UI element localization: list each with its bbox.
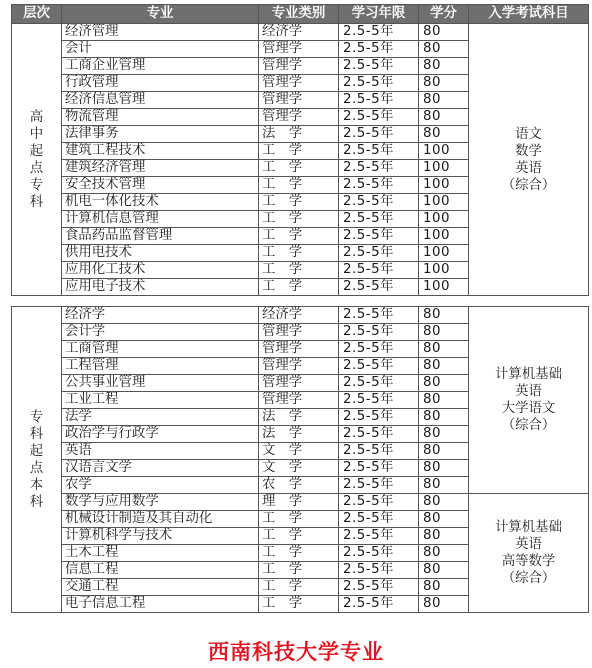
category-cell: 工 学 <box>259 596 339 613</box>
header-category: 专业类别 <box>259 5 339 24</box>
category-cell: 经济学 <box>259 307 339 324</box>
years-cell: 2.5-5年 <box>339 262 419 279</box>
exam-subject: 计算机基础 <box>495 367 562 382</box>
years-cell: 2.5-5年 <box>339 194 419 211</box>
category-cell: 工 学 <box>259 562 339 579</box>
exam-cell-1 <box>469 24 589 296</box>
category-cell: 工 学 <box>259 194 339 211</box>
category-cell: 管理学 <box>259 109 339 126</box>
major-cell: 经济信息管理 <box>62 92 259 109</box>
credits-cell: 80 <box>419 358 469 375</box>
years-cell: 2.5-5年 <box>339 143 419 160</box>
header-exam: 入学考试科目 <box>469 5 589 24</box>
table-row <box>12 494 589 511</box>
exam-subject: （综合） <box>501 177 556 193</box>
credits-cell: 100 <box>419 143 469 160</box>
years-cell: 2.5-5年 <box>339 341 419 358</box>
level-cell-2 <box>12 307 62 613</box>
credits-cell: 80 <box>419 494 469 511</box>
years-cell: 2.5-5年 <box>339 126 419 143</box>
exam-subject: （综合） <box>501 571 556 586</box>
category-cell: 工 学 <box>259 160 339 177</box>
credits-cell: 80 <box>419 579 469 596</box>
category-cell: 管理学 <box>259 392 339 409</box>
years-cell: 2.5-5年 <box>339 596 419 613</box>
exam-cell-2a <box>469 307 589 494</box>
category-cell: 工 学 <box>259 579 339 596</box>
category-cell: 工 学 <box>259 143 339 160</box>
exam-subject: 语文 <box>515 126 542 142</box>
major-cell: 会计 <box>62 41 259 58</box>
category-cell: 管理学 <box>259 92 339 109</box>
major-cell: 建筑经济管理 <box>62 160 259 177</box>
exam-subject: 高等数学 <box>501 554 556 569</box>
major-cell: 应用化工技术 <box>62 262 259 279</box>
years-cell: 2.5-5年 <box>339 443 419 460</box>
level-cell-2-text: 专科起点本科 <box>29 409 44 510</box>
category-cell: 工 学 <box>259 211 339 228</box>
credits-cell: 100 <box>419 211 469 228</box>
years-cell: 2.5-5年 <box>339 477 419 494</box>
category-cell: 工 学 <box>259 545 339 562</box>
credits-cell: 80 <box>419 109 469 126</box>
credits-cell: 100 <box>419 279 469 296</box>
major-cell: 土木工程 <box>62 545 259 562</box>
exam-subject: 英语 <box>515 160 542 176</box>
credits-cell: 80 <box>419 307 469 324</box>
years-cell: 2.5-5年 <box>339 511 419 528</box>
header-years: 学习年限 <box>339 5 419 24</box>
level-cell-1-text: 高中起点专科 <box>29 109 44 210</box>
years-cell: 2.5-5年 <box>339 177 419 194</box>
major-cell: 建筑工程技术 <box>62 143 259 160</box>
category-cell: 工 学 <box>259 511 339 528</box>
credits-cell: 80 <box>419 75 469 92</box>
section-separator <box>12 296 589 307</box>
category-cell: 管理学 <box>259 324 339 341</box>
years-cell: 2.5-5年 <box>339 528 419 545</box>
credits-cell: 80 <box>419 324 469 341</box>
years-cell: 2.5-5年 <box>339 279 419 296</box>
years-cell: 2.5-5年 <box>339 358 419 375</box>
major-cell: 工程管理 <box>62 358 259 375</box>
credits-cell: 80 <box>419 92 469 109</box>
credits-cell: 80 <box>419 460 469 477</box>
credits-cell: 100 <box>419 228 469 245</box>
credits-cell: 80 <box>419 24 469 41</box>
level-cell-1 <box>12 24 62 296</box>
header-level: 层次 <box>12 5 62 24</box>
table-row <box>12 24 589 41</box>
credits-cell: 100 <box>419 177 469 194</box>
category-cell: 工 学 <box>259 177 339 194</box>
category-cell: 工 学 <box>259 528 339 545</box>
category-cell: 工 学 <box>259 262 339 279</box>
category-cell: 工 学 <box>259 279 339 296</box>
category-cell: 法 学 <box>259 126 339 143</box>
major-cell: 信息工程 <box>62 562 259 579</box>
category-cell: 管理学 <box>259 75 339 92</box>
years-cell: 2.5-5年 <box>339 228 419 245</box>
category-cell: 管理学 <box>259 375 339 392</box>
years-cell: 2.5-5年 <box>339 545 419 562</box>
years-cell: 2.5-5年 <box>339 494 419 511</box>
exam-cell-2b <box>469 494 589 613</box>
major-cell: 政治学与行政学 <box>62 426 259 443</box>
years-cell: 2.5-5年 <box>339 324 419 341</box>
credits-cell: 80 <box>419 58 469 75</box>
years-cell: 2.5-5年 <box>339 426 419 443</box>
major-cell: 会计学 <box>62 324 259 341</box>
category-cell: 理 学 <box>259 494 339 511</box>
years-cell: 2.5-5年 <box>339 307 419 324</box>
category-cell: 文 学 <box>259 443 339 460</box>
major-cell: 公共事业管理 <box>62 375 259 392</box>
exam-subject: 计算机基础 <box>495 520 562 535</box>
major-cell: 数学与应用数学 <box>62 494 259 511</box>
years-cell: 2.5-5年 <box>339 41 419 58</box>
credits-cell: 80 <box>419 528 469 545</box>
credits-cell: 80 <box>419 41 469 58</box>
credits-cell: 80 <box>419 126 469 143</box>
category-cell: 工 学 <box>259 228 339 245</box>
major-cell: 法律事务 <box>62 126 259 143</box>
major-cell: 物流管理 <box>62 109 259 126</box>
category-cell: 工 学 <box>259 245 339 262</box>
major-cell: 供用电技术 <box>62 245 259 262</box>
header-major: 专业 <box>62 5 259 24</box>
major-cell: 农学 <box>62 477 259 494</box>
major-cell: 机械设计制造及其自动化 <box>62 511 259 528</box>
major-cell: 工业工程 <box>62 392 259 409</box>
majors-table-container <box>11 4 588 613</box>
table-body <box>12 24 589 613</box>
years-cell: 2.5-5年 <box>339 92 419 109</box>
exam-subject: 数学 <box>515 143 542 159</box>
major-cell: 安全技术管理 <box>62 177 259 194</box>
major-cell: 电子信息工程 <box>62 596 259 613</box>
exam-subject: 大学语文 <box>501 401 556 416</box>
major-cell: 工商管理 <box>62 341 259 358</box>
credits-cell: 80 <box>419 443 469 460</box>
years-cell: 2.5-5年 <box>339 579 419 596</box>
credits-cell: 100 <box>419 245 469 262</box>
page-caption: 西南科技大学专业 <box>208 640 384 664</box>
credits-cell: 80 <box>419 375 469 392</box>
major-cell: 工商企业管理 <box>62 58 259 75</box>
major-cell: 经济学 <box>62 307 259 324</box>
years-cell: 2.5-5年 <box>339 245 419 262</box>
years-cell: 2.5-5年 <box>339 24 419 41</box>
years-cell: 2.5-5年 <box>339 211 419 228</box>
header-credits: 学分 <box>419 5 469 24</box>
credits-cell: 80 <box>419 511 469 528</box>
category-cell: 管理学 <box>259 41 339 58</box>
credits-cell: 100 <box>419 160 469 177</box>
exam-subject: （综合） <box>501 418 556 433</box>
major-cell: 经济管理 <box>62 24 259 41</box>
major-cell: 食品药品监督管理 <box>62 228 259 245</box>
years-cell: 2.5-5年 <box>339 562 419 579</box>
credits-cell: 80 <box>419 477 469 494</box>
years-cell: 2.5-5年 <box>339 109 419 126</box>
credits-cell: 80 <box>419 545 469 562</box>
header-row <box>12 5 589 24</box>
category-cell: 法 学 <box>259 426 339 443</box>
category-cell: 管理学 <box>259 358 339 375</box>
credits-cell: 100 <box>419 194 469 211</box>
major-cell: 应用电子技术 <box>62 279 259 296</box>
credits-cell: 80 <box>419 341 469 358</box>
category-cell: 法 学 <box>259 409 339 426</box>
credits-cell: 80 <box>419 392 469 409</box>
major-cell: 英语 <box>62 443 259 460</box>
major-cell: 汉语言文学 <box>62 460 259 477</box>
years-cell: 2.5-5年 <box>339 375 419 392</box>
credits-cell: 80 <box>419 596 469 613</box>
years-cell: 2.5-5年 <box>339 392 419 409</box>
years-cell: 2.5-5年 <box>339 409 419 426</box>
major-cell: 计算机信息管理 <box>62 211 259 228</box>
major-cell: 交通工程 <box>62 579 259 596</box>
major-cell: 机电一体化技术 <box>62 194 259 211</box>
years-cell: 2.5-5年 <box>339 160 419 177</box>
credits-cell: 80 <box>419 426 469 443</box>
category-cell: 经济学 <box>259 24 339 41</box>
exam-subject: 英语 <box>515 537 542 552</box>
major-cell: 法学 <box>62 409 259 426</box>
credits-cell: 80 <box>419 562 469 579</box>
separator-cell <box>12 296 589 307</box>
category-cell: 管理学 <box>259 58 339 75</box>
major-cell: 计算机科学与技术 <box>62 528 259 545</box>
years-cell: 2.5-5年 <box>339 460 419 477</box>
years-cell: 2.5-5年 <box>339 58 419 75</box>
credits-cell: 80 <box>419 409 469 426</box>
years-cell: 2.5-5年 <box>339 75 419 92</box>
category-cell: 管理学 <box>259 341 339 358</box>
category-cell: 农 学 <box>259 477 339 494</box>
majors-table <box>11 4 589 613</box>
major-cell: 行政管理 <box>62 75 259 92</box>
table-row <box>12 307 589 324</box>
credits-cell: 100 <box>419 262 469 279</box>
category-cell: 文 学 <box>259 460 339 477</box>
exam-subject: 英语 <box>515 384 542 399</box>
